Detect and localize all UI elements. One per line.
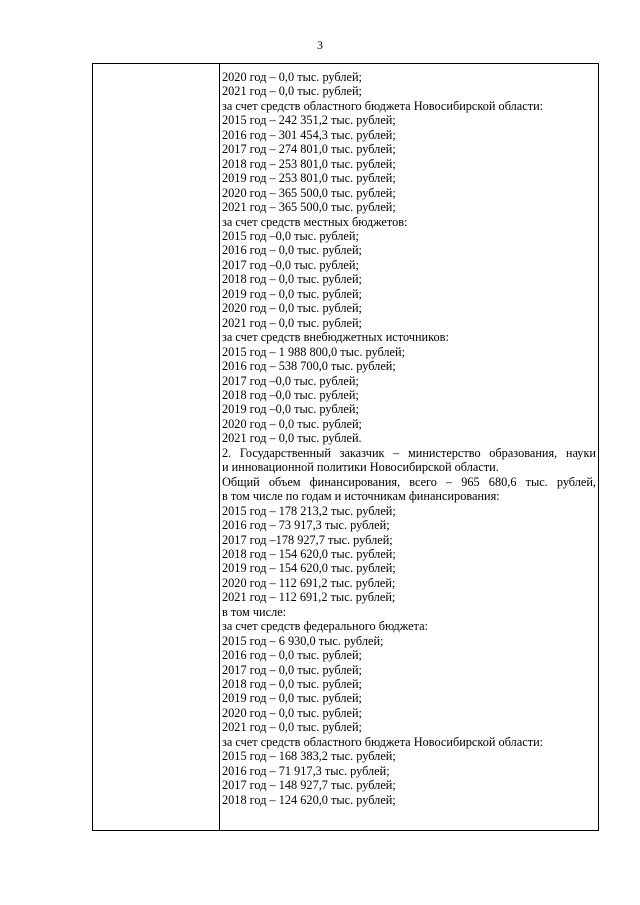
text-line: в том числе по годам и источникам финансирования: [222, 489, 500, 504]
text-line: 2018 год – 253 801,0 тыс. рублей; [222, 156, 396, 171]
text-line: 2017 год – 274 801,0 тыс. рублей; [222, 142, 396, 157]
text-line: 2019 год – 154 620,0 тыс. рублей; [222, 561, 396, 576]
text-line: 2018 год –0,0 тыс. рублей; [222, 387, 359, 402]
text-line: 2015 год – 178 213,2 тыс. рублей; [222, 503, 396, 518]
text-line: 2020 год – 0,0 тыс. рублей; [222, 705, 362, 720]
text-line: 2017 год –0,0 тыс. рублей; [222, 373, 359, 388]
text-line: 2020 год – 112 691,2 тыс. рублей; [222, 575, 396, 590]
text-line: 2016 год – 71 917,3 тыс. рублей; [222, 763, 390, 778]
text-line: за счет средств внебюджетных источников: [222, 330, 449, 345]
text-line: 2020 год – 0,0 тыс. рублей; [222, 416, 362, 431]
text-line: 2020 год – 0,0 тыс. рублей; [222, 301, 362, 316]
text-line: за счет средств областного бюджета Новосибирской области: [222, 734, 544, 749]
column-divider [219, 64, 220, 830]
text-line: 2021 год – 0,0 тыс. рублей; [222, 720, 362, 735]
text-line: и инновационной политики Новосибирской области. [222, 460, 499, 475]
text-line: 2018 год – 0,0 тыс. рублей; [222, 677, 362, 692]
text-line: Общий объем финансирования, всего – 965 680,6 тыс. рублей, [222, 474, 596, 489]
text-line: 2021 год – 0,0 тыс. рублей. [222, 431, 362, 446]
funding-table [92, 63, 599, 831]
text-line: 2021 год – 0,0 тыс. рублей; [222, 315, 362, 330]
text-line: в том числе: [222, 604, 287, 619]
text-line: 2016 год – 538 700,0 тыс. рублей; [222, 359, 396, 374]
text-line: 2016 год – 0,0 тыс. рублей; [222, 243, 362, 258]
text-line: 2018 год – 154 620,0 тыс. рублей; [222, 546, 396, 561]
text-line: за счет средств федерального бюджета: [222, 619, 428, 634]
text-line: 2017 год – 0,0 тыс. рублей; [222, 662, 362, 677]
text-line: 2021 год – 0,0 тыс. рублей; [222, 84, 362, 99]
text-line: 2018 год – 0,0 тыс. рублей; [222, 272, 362, 287]
text-line: 2018 год – 124 620,0 тыс. рублей; [222, 792, 396, 807]
text-line: 2016 год – 0,0 тыс. рублей; [222, 648, 362, 663]
text-line: за счет средств областного бюджета Новосибирской области: [222, 98, 544, 113]
text-line: 2021 год – 112 691,2 тыс. рублей; [222, 590, 396, 605]
text-line: 2015 год – 168 383,2 тыс. рублей; [222, 749, 396, 764]
text-line: 2017 год –178 927,7 тыс. рублей; [222, 532, 393, 547]
text-line: 2019 год – 253 801,0 тыс. рублей; [222, 171, 396, 186]
text-line: 2. Государственный заказчик – министерство образования, науки [222, 445, 596, 460]
text-line: 2020 год – 365 500,0 тыс. рублей; [222, 185, 396, 200]
text-line: 2016 год – 73 917,3 тыс. рублей; [222, 518, 390, 533]
page-number: 3 [317, 38, 323, 52]
text-line: 2015 год –0,0 тыс. рублей; [222, 228, 359, 243]
text-line: 2015 год – 1 988 800,0 тыс. рублей; [222, 344, 405, 359]
text-line: 2021 год – 365 500,0 тыс. рублей; [222, 200, 396, 215]
table-right-cell [222, 70, 596, 807]
text-line: 2019 год –0,0 тыс. рублей; [222, 402, 359, 417]
text-line: 2015 год – 6 930,0 тыс. рублей; [222, 633, 384, 648]
text-line: 2017 год – 148 927,7 тыс. рублей; [222, 778, 396, 793]
text-line: 2020 год – 0,0 тыс. рублей; [222, 70, 362, 84]
text-line: 2019 год – 0,0 тыс. рублей; [222, 691, 362, 706]
text-line: за счет средств местных бюджетов: [222, 214, 408, 229]
text-line: 2017 год –0,0 тыс. рублей; [222, 257, 359, 272]
text-line: 2019 год – 0,0 тыс. рублей; [222, 286, 362, 301]
text-line: 2016 год – 301 454,3 тыс. рублей; [222, 127, 396, 142]
text-line: 2015 год – 242 351,2 тыс. рублей; [222, 113, 396, 128]
